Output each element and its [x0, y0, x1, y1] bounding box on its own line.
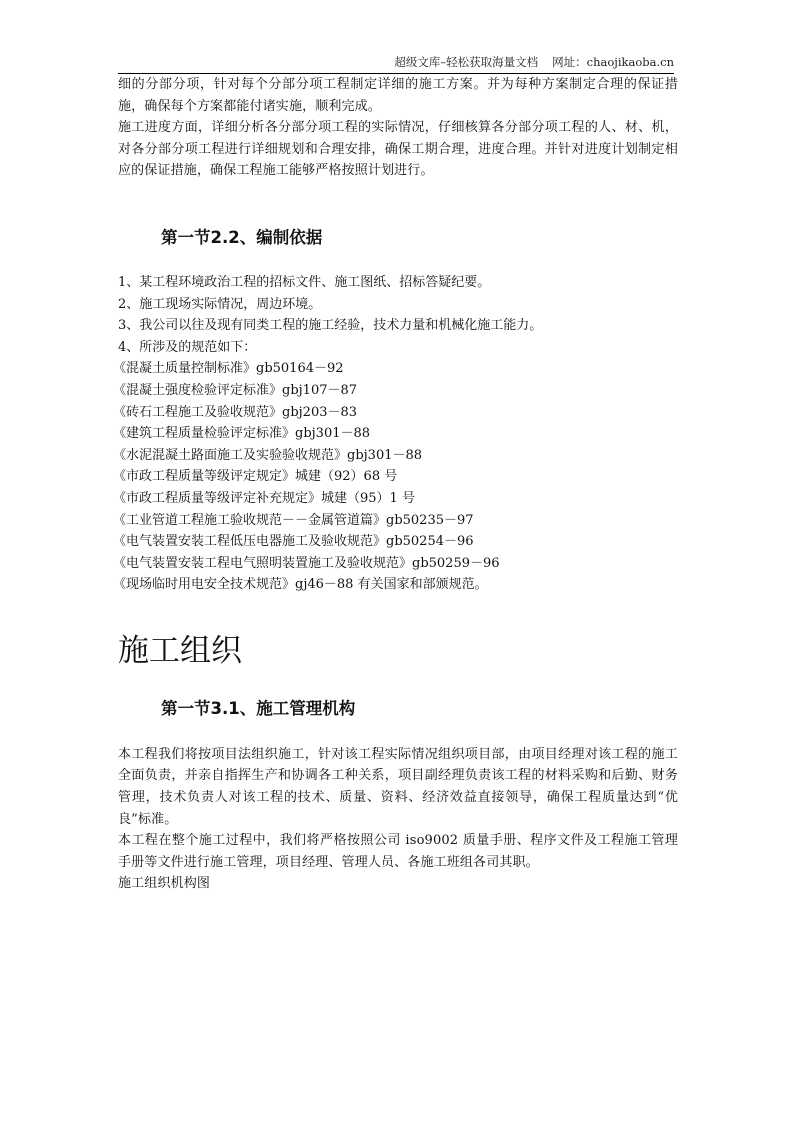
section-title: 、施工管理机构 — [239, 698, 356, 718]
org-chart-caption: 施工组织机构图 — [118, 876, 211, 892]
spacer — [118, 720, 678, 744]
basis-item: 4、所涉及的规范如下： — [118, 339, 257, 355]
standard-item: 《现场临时用电安全技术规范》gj46－88 有关国家和部颁规范。 — [113, 577, 488, 593]
standard-item: 《工业管道工程施工验收规范－－金属管道篇》gb50235－97 — [113, 512, 474, 528]
standard-item: 《砖石工程施工及验收规范》gbj203－83 — [113, 404, 358, 420]
section-number: 2.2 — [210, 227, 240, 247]
standard-item: 《市政工程质量等级评定规定》城建（92）68 号 — [113, 469, 398, 485]
basis-item: 2、施工现场实际情况，周边环境。 — [118, 296, 322, 312]
standard-item: 《混凝土强度检验评定标准》gbj107－87 — [113, 382, 358, 398]
standard-item: 《电气装置安装工程低压电器施工及验收规范》gb50254－96 — [113, 534, 474, 550]
page-header — [118, 53, 674, 74]
document-body — [113, 74, 678, 895]
section-prefix: 第一节 — [161, 227, 211, 247]
standard-item: 《市政工程质量等级评定补充规定》城建（95）1 号 — [113, 490, 415, 506]
section-prefix: 第一节 — [161, 698, 211, 718]
standard-item: 《建筑工程质量检验评定标准》gbj301－88 — [113, 426, 371, 442]
intro-paragraph: 施工进度方面，详细分析各分部分项工程的实际情况，仔细核算各分部分项工程的人、材、机，对各分部分项工程进行详细规划和合理安排，确保工期合理，进度合理。并针对进度计划制定相应的保证措施，确保工程施工能够严格按照计划进行。 — [118, 120, 678, 179]
basis-item: 3、我公司以往及现有同类工程的施工经验，技术力量和机械化施工能力。 — [118, 318, 543, 334]
spacer — [118, 596, 678, 632]
standard-item: 《水泥混凝土路面施工及实验验收规范》gbj301－88 — [113, 447, 423, 463]
standard-item: 《混凝土质量控制标准》gb50164－92 — [113, 361, 344, 377]
spacer — [118, 670, 678, 698]
management-paragraph: 本工程我们将按项目法组织施工，针对该工程实际情况组织项目部，由项目经理对该工程的施工全面负责，并亲自指挥生产和协调各工种关系，项目副经理负责该工程的材料采购和后勤、财务管理，技术负责人对该工程的技术、质量、资料、经济效益直接领导，确保工程质量达到“优良”标准。 — [118, 746, 678, 827]
management-paragraph: 本工程在整个施工过程中，我们将严格按照公司 iso9002 质量手册、程序文件及工程施工管理手册等文件进行施工管理，项目经理、管理人员、各施工班组各司其职。 — [118, 833, 678, 870]
spacer — [118, 249, 678, 272]
section-heading-3-1 — [118, 698, 678, 720]
site-url-label: 网址：chaojikaoba.cn — [552, 55, 674, 69]
section-heading-2-2 — [118, 227, 678, 249]
section-number: 3.1 — [210, 698, 240, 718]
section-title: 、编制依据 — [239, 227, 323, 247]
basis-item: 1、某工程环境政治工程的招标文件、施工图纸、招标答疑纪要。 — [118, 274, 491, 290]
standard-item: 《电气装置安装工程电气照明装置施工及验收规范》gb50259－96 — [113, 555, 500, 571]
spacer — [118, 182, 678, 227]
standards-list — [113, 358, 678, 596]
library-name: 超级文库–轻松获取海量文档 — [394, 55, 539, 69]
basis-list — [118, 272, 678, 358]
chapter-title: 施工组织 — [118, 632, 242, 669]
intro-paragraph: 细的分部分项，针对每个分部分项工程制定详细的施工方案。并为每种方案制定合理的保证措施，确保每个方案都能付诸实施，顺利完成。 — [118, 77, 678, 114]
